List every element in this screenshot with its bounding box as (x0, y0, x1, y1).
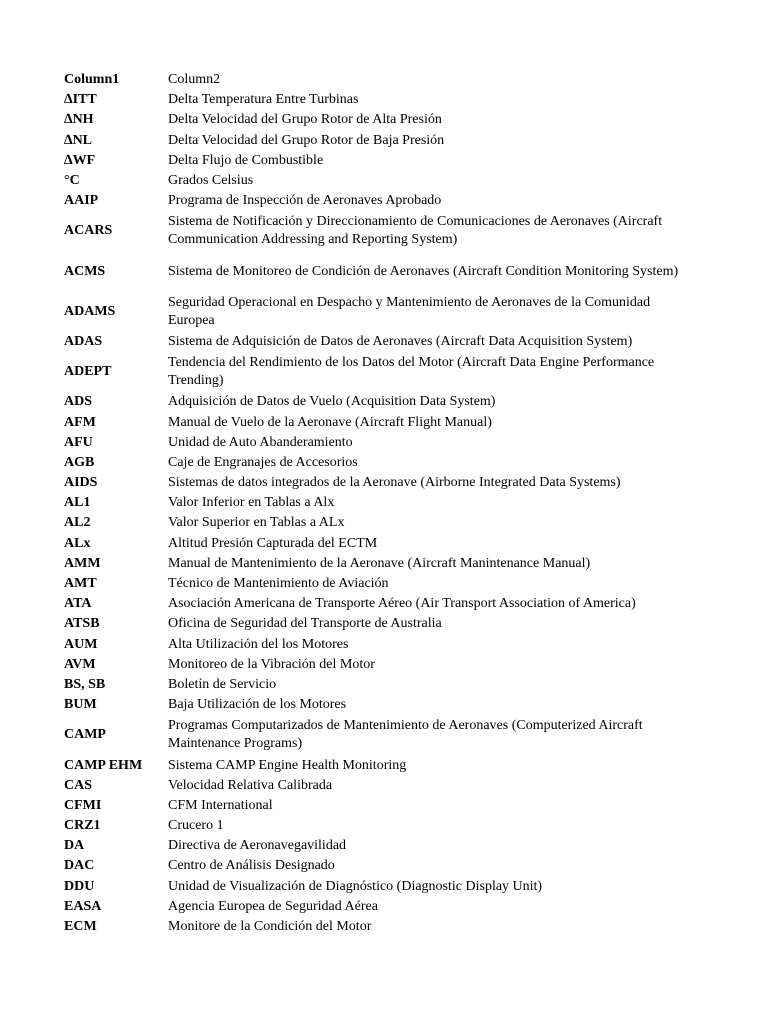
description-cell: Sistema de Adquisición de Datos de Aeronaves (Aircraft Data Acquisition System) (168, 333, 633, 349)
table-row (64, 917, 704, 937)
table-row (64, 392, 704, 412)
abbreviation-cell: CRZ1 (64, 818, 101, 834)
abbreviation-cell: AL1 (64, 495, 91, 511)
abbreviation-cell: AFM (64, 414, 96, 430)
table-row (64, 332, 704, 352)
description-cell: CFM International (168, 797, 273, 813)
abbreviation-cell: CAMP (64, 727, 106, 743)
table-row (64, 635, 704, 655)
table-row (64, 836, 704, 856)
table-row (64, 877, 704, 897)
abbreviations-table (64, 70, 704, 937)
abbreviation-cell: DA (64, 838, 85, 854)
abbreviation-cell: EASA (64, 898, 102, 914)
abbreviation-cell: ECM (64, 919, 97, 935)
table-row (64, 715, 704, 755)
abbreviation-cell: CAMP EHM (64, 757, 143, 773)
table-row (64, 513, 704, 533)
table-body (64, 90, 704, 937)
abbreviation-cell: AFU (64, 434, 93, 450)
description-cell: Programa de Inspección de Aeronaves Aprobado (168, 193, 442, 209)
description-cell: Tendencia del Rendimiento de los Datos del Motor (Aircraft Data Engine Performance Trending) (168, 355, 655, 389)
abbreviation-cell: °C (64, 173, 80, 189)
table-row (64, 614, 704, 634)
description-cell: Valor Inferior en Tablas a Alx (168, 495, 335, 511)
table-row (64, 897, 704, 917)
table-row (64, 412, 704, 432)
table-header-row (64, 70, 704, 90)
table-row (64, 554, 704, 574)
description-cell: Asociación Americana de Transporte Aéreo (Air Transport Association of America) (168, 596, 636, 612)
abbreviation-cell: AAIP (64, 193, 99, 209)
table-row (64, 131, 704, 151)
abbreviation-cell: DDU (64, 878, 95, 894)
description-cell: Unidad de Auto Abanderamiento (168, 434, 353, 450)
header-column1: Column1 (64, 72, 120, 88)
abbreviation-cell: ∆NH (64, 112, 94, 128)
table-row (64, 211, 704, 251)
table-row (64, 90, 704, 110)
abbreviation-cell: AMM (64, 555, 101, 571)
table-row (64, 493, 704, 513)
abbreviation-cell: ACMS (64, 263, 106, 279)
abbreviation-cell: CFMI (64, 797, 102, 813)
abbreviation-cell: ∆ITT (64, 92, 97, 108)
abbreviation-cell: AL2 (64, 515, 91, 531)
abbreviation-cell: ∆WF (64, 152, 96, 168)
table-row (64, 473, 704, 493)
description-cell: Adquisición de Datos de Vuelo (Acquisition Data System) (168, 394, 496, 410)
abbreviation-cell: DAC (64, 858, 95, 874)
description-cell: Caje de Engranajes de Accesorios (168, 454, 358, 470)
description-cell: Delta Flujo de Combustible (168, 152, 324, 168)
description-cell: Oficina de Seguridad del Transporte de Australia (168, 616, 442, 632)
table-row (64, 755, 704, 775)
abbreviation-cell: AMT (64, 576, 97, 592)
description-cell: Altitud Presión Capturada del ECTM (168, 535, 378, 551)
abbreviation-cell: AGB (64, 454, 95, 470)
abbreviation-cell: ACARS (64, 223, 113, 239)
abbreviation-cell: BUM (64, 697, 97, 713)
table-row (64, 675, 704, 695)
table-row (64, 171, 704, 191)
document-page (64, 70, 704, 937)
description-cell: Seguridad Operacional en Despacho y Mantenimiento de Aeronaves de la Comunidad Europea (168, 294, 651, 328)
abbreviation-cell: ∆NL (64, 132, 93, 148)
description-cell: Sistemas de datos integrados de la Aeronave (Airborne Integrated Data Systems) (168, 475, 621, 491)
description-cell: Centro de Análisis Designado (168, 858, 335, 874)
abbreviation-cell: AVM (64, 656, 96, 672)
description-cell: Sistema CAMP Engine Health Monitoring (168, 757, 407, 773)
abbreviation-cell: ADAS (64, 333, 103, 349)
description-cell: Valor Superior en Tablas a ALx (168, 515, 345, 531)
abbreviation-cell: AIDS (64, 475, 98, 491)
table-row (64, 433, 704, 453)
table-row (64, 151, 704, 171)
header-column2: Column2 (168, 72, 221, 88)
abbreviation-cell: ADEPT (64, 364, 112, 380)
table-row (64, 352, 704, 392)
table-row (64, 534, 704, 554)
description-cell: Delta Velocidad del Grupo Rotor de Alta Presión (168, 112, 442, 128)
table-row (64, 292, 704, 332)
description-cell: Monitoreo de la Vibración del Motor (168, 656, 375, 672)
abbreviation-cell: CAS (64, 777, 93, 793)
description-cell: Velocidad Relativa Calibrada (168, 777, 333, 793)
table-row (64, 796, 704, 816)
description-cell: Delta Velocidad del Grupo Rotor de Baja Presión (168, 132, 445, 148)
description-cell: Técnico de Mantenimiento de Aviación (168, 576, 389, 592)
abbreviation-cell: ALx (64, 535, 91, 551)
description-cell: Alta Utilización del los Motores (168, 636, 349, 652)
abbreviation-cell: ATSB (64, 616, 100, 632)
abbreviation-cell: BS, SB (64, 676, 106, 692)
description-cell: Grados Celsius (168, 173, 254, 189)
abbreviation-cell: ADS (64, 394, 93, 410)
description-cell: Crucero 1 (168, 818, 224, 834)
description-cell: Unidad de Visualización de Diagnóstico (Diagnostic Display Unit) (168, 878, 543, 894)
table-row (64, 655, 704, 675)
abbreviation-cell: ATA (64, 596, 92, 612)
table-row (64, 776, 704, 796)
table-row (64, 191, 704, 211)
table-row (64, 252, 704, 292)
description-cell: Boletín de Servicio (168, 676, 277, 692)
abbreviation-cell: ADAMS (64, 303, 116, 319)
table-row (64, 695, 704, 715)
table-row (64, 453, 704, 473)
description-cell: Manual de Vuelo de la Aeronave (Aircraft Flight Manual) (168, 414, 492, 430)
description-cell: Programas Computarizados de Mantenimiento de Aeronaves (Computerized Aircraft Maintenance Programs) (168, 718, 643, 752)
description-cell: Manual de Mantenimiento de la Aeronave (Aircraft Manintenance Manual) (168, 555, 591, 571)
description-cell: Monitore de la Condición del Motor (168, 919, 372, 935)
abbreviation-cell: AUM (64, 636, 98, 652)
description-cell: Directiva de Aeronavegavilidad (168, 838, 347, 854)
table-row (64, 574, 704, 594)
description-cell: Delta Temperatura Entre Turbinas (168, 92, 359, 108)
description-cell: Agencia Europea de Seguridad Aérea (168, 898, 378, 914)
table-row (64, 856, 704, 876)
table-row (64, 816, 704, 836)
description-cell: Baja Utilización de los Motores (168, 697, 347, 713)
description-cell: Sistema de Notificación y Direccionamiento de Comunicaciones de Aeronaves (Aircraft Communication Addressing and Reporting System) (168, 214, 663, 248)
description-cell: Sistema de Monitoreo de Condición de Aeronaves (Aircraft Condition Monitoring System) (168, 263, 679, 279)
table-row (64, 110, 704, 130)
table-row (64, 594, 704, 614)
